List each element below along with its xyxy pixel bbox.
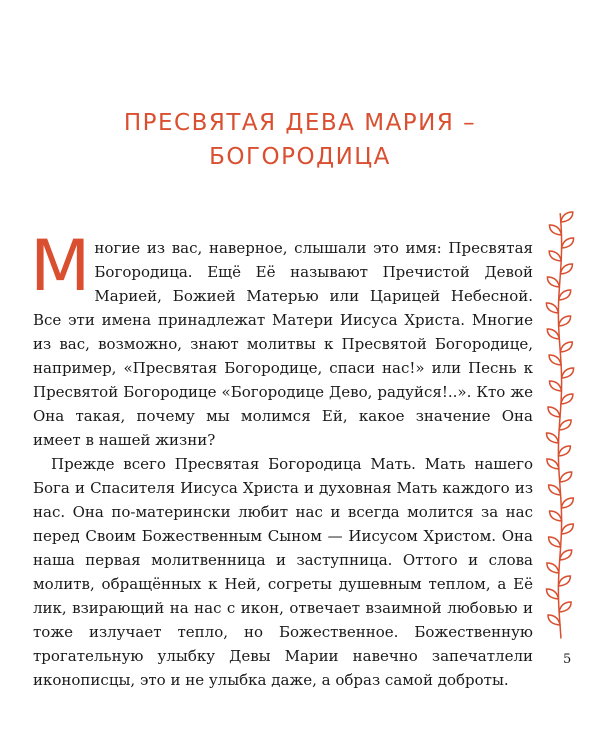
vine-leaf <box>547 589 559 599</box>
vine-leaf <box>558 446 570 456</box>
vine-leaf <box>547 433 559 443</box>
paragraph-1 <box>30 225 533 452</box>
vine-leaf <box>561 498 573 508</box>
vine-leaf <box>548 615 560 625</box>
vine-leaf <box>547 459 559 469</box>
vine-leaf <box>560 342 572 352</box>
vine-leaf <box>561 394 573 404</box>
vine-leaf <box>559 316 571 326</box>
vine-leaf <box>549 485 561 495</box>
vine-leaf <box>549 355 561 365</box>
paragraph-2: Прежде всего Пресвятая Богородица Мать. Мать нашего Бога и Спасителя Иисуса Христа и духовная Мать каждого из нас. Она по-матерински любит нас и всегда молится за нас перед Своим Божественным Сыном — Иисусом Христом. Она наша первая молитвенница и заступница. Оттого и слова молитв, обращённых к Ней, согреты душевным теплом, а Её лик, взирающий на нас с икон, отвечает взаимной любовью и тоже излучает тепло, но Божественное. Божественную трогательную улыбку Девы Марии навечно запечатлели иконописцы, это и не улыбка даже, а образ самой доброты. <box>33 455 533 689</box>
drop-cap: М <box>30 225 91 307</box>
chapter-title-line-1: ПРЕСВЯТАЯ ДЕВА МАРИЯ – <box>123 110 477 136</box>
floral-vine-ornament <box>540 210 580 645</box>
vine-leaf <box>561 212 573 222</box>
vine-leaf <box>562 368 574 378</box>
vine-leaf <box>546 303 558 313</box>
vine-leaf <box>562 238 574 248</box>
vine-leaf <box>550 511 562 521</box>
vine-leaf <box>559 602 571 612</box>
vine-leaf <box>548 407 560 417</box>
page-number: 5 <box>563 652 572 667</box>
body-text <box>30 225 533 692</box>
vine-leaf <box>560 550 572 560</box>
vine-leaf <box>559 290 571 300</box>
paragraph-1-text: ногие из вас, наверное, слышали это имя: Пресвятая Богородица. Ещё Её называют Пречистой Девой Марией, Божией Матерью или Царицей Небесной. Все эти имена принадлежат Матери Иисуса Христа. Многие из вас, возможно, знают молитвы к Пресвятой Богородице, например, «Пресвятая Богородице, спаси нас!» или Песнь к Пресвятой Богородице «Богородице Дево, радуйся!..». Кто же Она такая, почему мы молимся Ей, какое значение Она имеет в нашей жизни? <box>33 239 533 449</box>
vine-leaf <box>561 524 573 534</box>
vine-leaf <box>547 563 559 573</box>
vine-leaf <box>560 264 572 274</box>
vine-leaf <box>550 381 562 391</box>
chapter-title-line-2: БОГОРОДИЦА <box>209 144 391 170</box>
vine-leaf <box>560 472 572 482</box>
vine-leaf <box>547 277 559 287</box>
vine-leaf <box>559 420 571 430</box>
vine-leaf <box>547 329 559 339</box>
vine-leaf <box>549 537 561 547</box>
vine-leaf <box>550 225 562 235</box>
vine-leaf <box>549 251 561 261</box>
vine-leaf <box>558 576 570 586</box>
